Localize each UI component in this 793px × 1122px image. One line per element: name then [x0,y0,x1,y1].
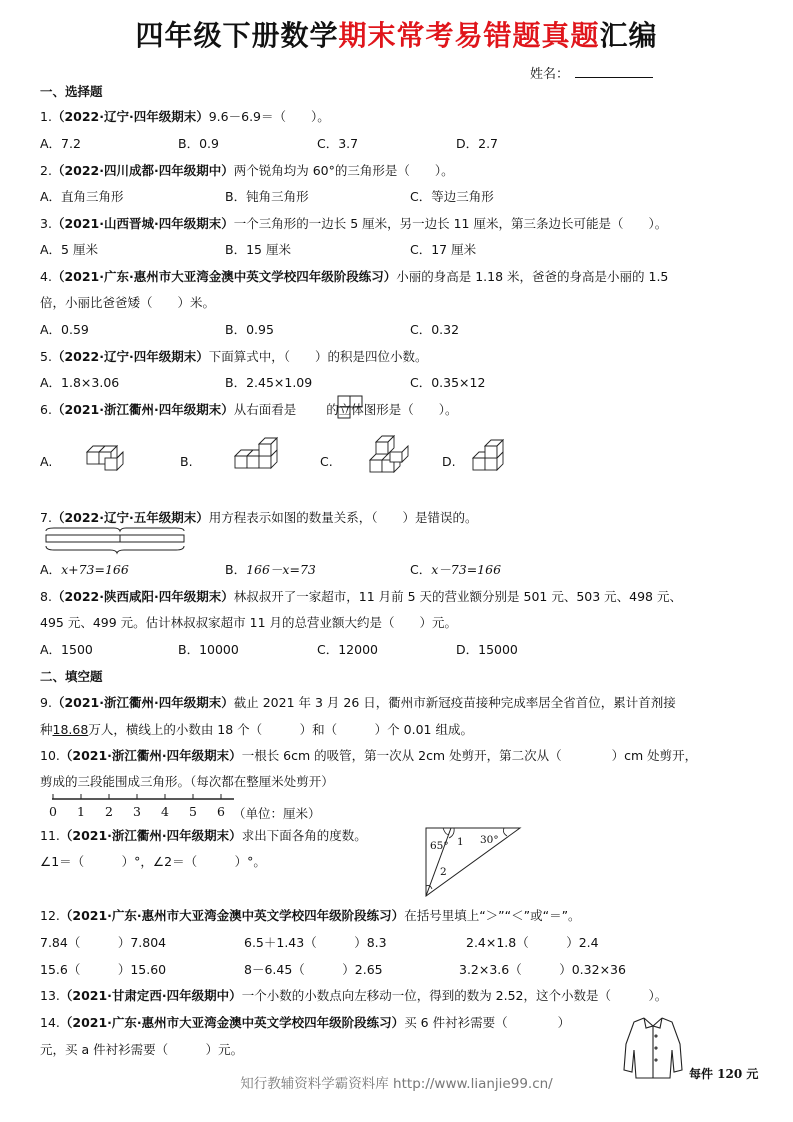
bar-diagram [44,527,189,553]
name-field[interactable]: 姓名： [530,63,653,82]
compare-item-3: 2.4×1.8（ ）2.4 [466,935,599,950]
q3-option-b: B．15 厘米 [225,242,291,257]
right-view-icon [337,395,365,419]
page-title: 四年级下册数学期末常考易错题真题汇编 [135,19,658,52]
q7-option-c: C．x－73=166 [410,562,502,577]
q4-option-a: A．0.59 [40,322,89,337]
q8-option-d: D．15000 [456,642,518,657]
q3-option-c: C．17 厘米 [410,242,477,257]
question-4: 4.（2021·广东·惠州市大亚湾金澳中英文学校四年级阶段练习）小丽的身高是 1.18 米，爸爸的身高是小丽的 1.5 [40,269,669,284]
compare-item-2: 6.5＋1.43（ ）8.3 [244,935,387,950]
ruler-label-1: 1 [77,804,85,819]
question-10-cont: 剪成的三段能围成三角形。（每次都在整厘米处剪开） [40,774,334,789]
q6-option-d: D. [442,454,456,469]
question-14-cont: 元，买 a 件衬衫需要（ ）元。 [40,1042,244,1057]
compare-item-5: 8－6.45（ ）2.65 [244,962,383,977]
q1-option-b: B．0.9 [178,136,219,151]
shirt-price-label: 每件 120 元 [689,1067,759,1081]
title-highlight: 期末常考易错题真题 [338,19,600,52]
compare-item-4: 15.6（ ）15.60 [40,962,167,977]
q1-option-a: A．7.2 [40,136,81,151]
q1-option-d: D．2.7 [456,136,499,151]
q8-option-c: C．12000 [317,642,378,657]
cube-figure-d [471,434,511,474]
q6-option-a: A. [40,454,53,469]
q3-option-a: A．5 厘米 [40,242,98,257]
question-10: 10.（2021·浙江衢州·四年级期末）一根长 6cm 的吸管，第一次从 2cm 处剪开，第二次从（ ）cm 处剪开， [40,748,698,763]
q8-option-a: A．1500 [40,642,93,657]
q2-option-c: C．等边三角形 [410,189,494,204]
question-7: 7.（2022·辽宁·五年级期末）用方程表示如图的数量关系，（ ）是错误的。 [40,510,478,525]
ruler [44,793,244,805]
ruler-label-4: 4 [161,804,169,819]
ruler-unit: （单位：厘米） [233,806,321,821]
ruler-label-3: 3 [133,804,141,819]
question-13: 13.（2021·甘肃定西·四年级期中）一个小数的小数点向左移动一位，得到的数为 2.52，这个小数是（ ）。 [40,988,668,1003]
footer-watermark: 知行教辅资料学霸资料库 http://www.lianjie99.cn/ [240,1076,553,1092]
q6-option-c: C. [320,454,333,469]
q5-option-b: B．2.45×1.09 [225,375,313,390]
cube-figure-a [85,438,130,472]
angle-label-65: 65° [430,840,449,852]
cube-figure-c [368,434,413,474]
ruler-label-0: 0 [49,804,57,819]
ruler-label-5: 5 [189,804,197,819]
question-12: 12.（2021·广东·惠州市大亚湾金澳中英文学校四年级阶段练习）在括号里填上“＞”“＜”或“＝”。 [40,908,581,923]
q4-option-b: B．0.95 [225,322,274,337]
angle-label-30: 30° [480,834,499,846]
q7-option-b: B．166－x=73 [225,562,316,577]
q5-option-c: C．0.35×12 [410,375,486,390]
q7-option-a: A．x+73=166 [40,562,129,577]
q8-option-b: B．10000 [178,642,239,657]
q6-option-b: B. [180,454,193,469]
q2-option-a: A．直角三角形 [40,189,124,204]
question-14: 14.（2021·广东·惠州市大亚湾金澳中英文学校四年级阶段练习）买 6 件衬衫需要（ ） [40,1015,571,1030]
question-9: 9.（2021·浙江衢州·四年级期末）截止 2021 年 3 月 26 日，衢州市新冠疫苗接种完成率居全省首位，累计首剂接 [40,695,676,710]
question-11-answers: ∠1＝（ ）°，∠2＝（ ）°。 [40,854,266,869]
question-8: 8.（2022·陕西咸阳·四年级期末）林叔叔开了一家超市，11 月前 5 天的营业额分别是 501 元、503 元、498 元、 [40,589,682,604]
q1-option-c: C．3.7 [317,136,359,151]
angle-label-2: 2 [440,866,447,878]
question-2: 2.（2022·四川成都·四年级期中）两个锐角均为 60°的三角形是（ ）。 [40,163,454,178]
question-1: 1.（2022·辽宁·四年级期末）9.6－6.9＝（ ）。 [40,109,330,124]
q2-option-b: B．钝角三角形 [225,189,309,204]
section-heading-choice: 一、选择题 [40,84,103,99]
question-4-cont: 倍，小丽比爸爸矮（ ）米。 [40,295,216,310]
question-8-cont: 495 元、499 元。估计林叔叔家超市 11 月的总营业额大约是（ ）元。 [40,615,458,630]
q4-option-c: C．0.32 [410,322,460,337]
question-9-cont: 种18.68万人，横线上的小数由 18 个（ ）和（ ）个 0.01 组成。 [40,722,473,737]
angle-label-1: 1 [457,836,464,848]
section-heading-fill: 二、填空题 [40,669,103,684]
ruler-label-6: 6 [217,804,225,819]
question-3: 3.（2021·山西晋城·四年级期末）一个三角形的一边长 5 厘米，另一边长 11 厘米，第三条边长可能是（ ）。 [40,216,668,231]
compare-item-1: 7.84（ ）7.804 [40,935,167,950]
cube-figure-b [233,436,285,474]
q5-option-a: A．1.8×3.06 [40,375,120,390]
compare-item-6: 3.2×3.6（ ）0.32×36 [459,962,626,977]
question-5: 5.（2022·辽宁·四年级期末）下面算式中，（ ）的积是四位小数。 [40,349,428,364]
triangle-angle-figure [424,826,524,898]
ruler-label-2: 2 [105,804,113,819]
question-6: 6.（2021·浙江衢州·四年级期末）从右面看是 的立体图形是（ ）。 [40,402,458,417]
question-11: 11.（2021·浙江衢州·四年级期末）求出下面各角的度数。 [40,828,367,843]
